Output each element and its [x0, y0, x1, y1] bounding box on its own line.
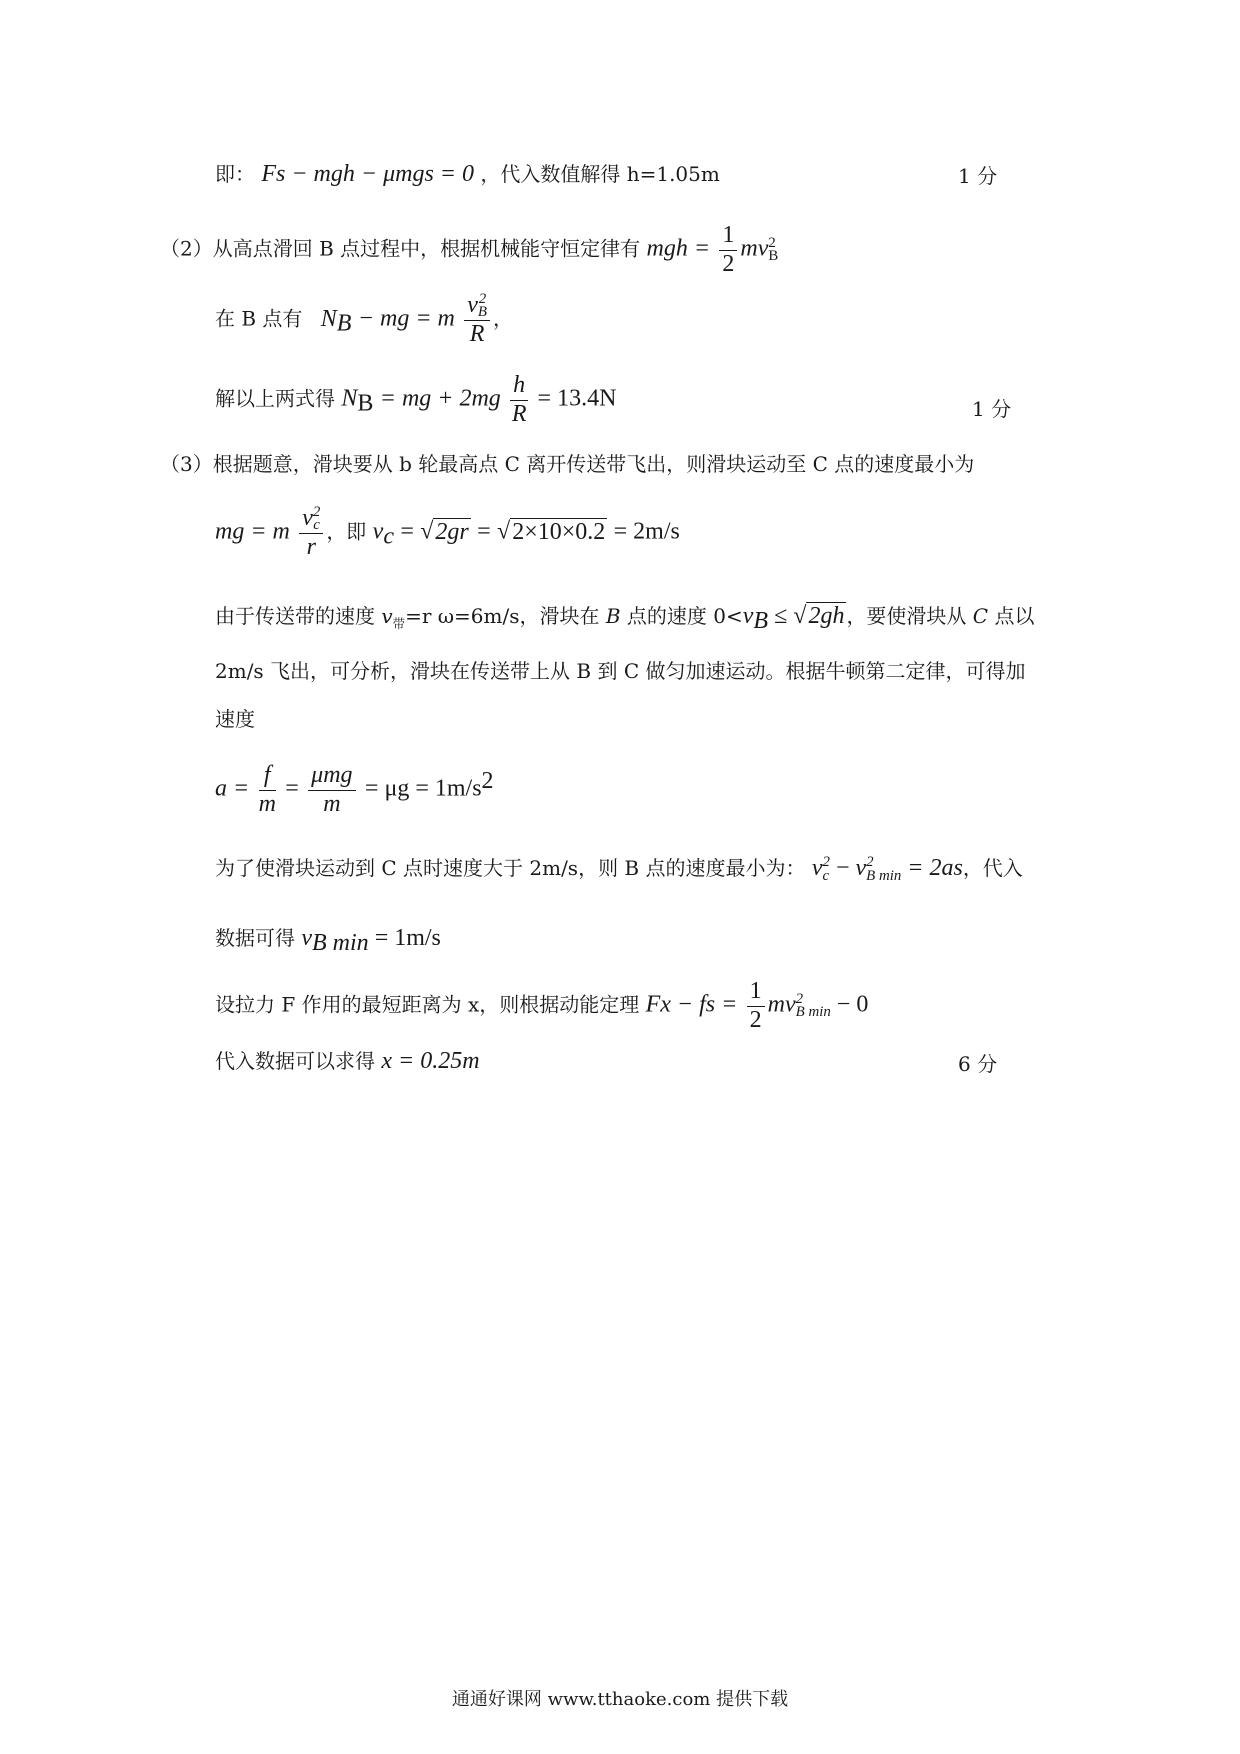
line-9: [215, 703, 255, 732]
line-8: [215, 655, 1025, 684]
line-4-text: 解以上两式得: [215, 386, 335, 411]
fraction-denominator: 2: [749, 1006, 762, 1033]
line-13-sub: B min: [795, 1004, 831, 1021]
fraction-h-over-r: [510, 372, 528, 428]
line-6-vc-sub: c: [383, 523, 394, 550]
line-13-eq-end: − 0: [830, 991, 869, 1018]
fraction-numerator: h: [510, 372, 528, 401]
line-9-text: 速度: [215, 707, 255, 731]
line-11-vc-sup: 2: [822, 854, 830, 871]
equation-work-energy: Fs − mgh − μmgs = 0: [261, 161, 474, 187]
fraction-mumg-over-m: [308, 762, 355, 818]
line-6-eq-lhs: mg = m: [215, 518, 290, 545]
line-5-text: （3）根据题意，滑块要从 b 轮最高点 C 离开传送带飞出，则滑块运动至 C 点的速度最小为: [160, 452, 975, 476]
line-13-sup: 2: [795, 990, 804, 1007]
line-2: [160, 222, 778, 278]
fraction-numerator: 1: [719, 222, 737, 251]
line-10-eq-lhs: a =: [215, 775, 250, 802]
line-14-text: 代入数据可以求得: [215, 1049, 375, 1073]
fraction-denominator: 2: [722, 250, 735, 277]
line-2-eq-lhs: mgh =: [646, 235, 711, 262]
fraction-denominator: m: [323, 790, 341, 817]
line-13-eq-lhs: Fx − fs =: [645, 991, 738, 1018]
line-6-eq: =: [400, 518, 414, 545]
line-11-eq-end: = 2as: [901, 855, 963, 881]
line-6-eq-end: = 2m/s: [613, 518, 680, 545]
line-8-text: 2m/s 飞出，可分析，滑块在传送带上从 B 到 C 做匀加速运动。根据牛顿第二定律，可得加: [215, 659, 1026, 683]
line-4-eq-end: = 13.4N: [537, 385, 617, 412]
line-7-v-sub: 带: [392, 616, 406, 631]
line-12-v-sub: B min: [312, 930, 369, 956]
fraction-numerator: v: [302, 505, 313, 531]
score-3: 6 分: [958, 1052, 998, 1076]
line-3-eq-lhs: N: [320, 305, 337, 332]
fraction-numerator: v: [467, 292, 478, 318]
line-12-v: v: [301, 925, 313, 951]
line-6-vc: v: [372, 518, 384, 545]
line-6-eq2: =: [477, 518, 491, 545]
line-2-sup: 2: [768, 234, 776, 251]
fraction-half: [747, 978, 765, 1034]
fraction-denominator: r: [306, 533, 316, 560]
sqrt-2gh: 2gh: [808, 603, 845, 629]
line-7-text4: ，要使滑块从: [846, 604, 967, 628]
line-7-le: ≤: [768, 603, 794, 629]
line-10-sup: 2: [481, 767, 494, 794]
line-11-vc: v: [811, 855, 823, 881]
line-6-text: ，即: [326, 519, 367, 544]
score-2: 1 分: [972, 397, 1012, 421]
fraction-numerator-sup: 2: [312, 504, 321, 521]
line-1: [215, 158, 720, 188]
footer-credit: 通通好课网 www.tthaoke.com 提供下载: [451, 1689, 789, 1710]
line-5: [160, 448, 974, 477]
line-11-vc-sub: c: [822, 867, 830, 884]
line-3-eq-mid: − mg = m: [357, 305, 455, 332]
line-10: [215, 762, 494, 818]
sqrt-value: 2×10×0.2: [512, 518, 606, 545]
line-10-eq-end: = μg = 1m/s: [364, 775, 482, 802]
line-7-text3: 点的速度 0<: [626, 604, 743, 628]
fraction-numerator-sub: c: [313, 517, 320, 534]
line-7-text1: 由于传送带的速度: [215, 604, 375, 628]
sqrt-2gr: 2gr: [435, 518, 469, 545]
fraction-denominator: m: [258, 790, 276, 817]
line-7-text5: 点以: [994, 604, 1035, 628]
fraction-half: [719, 222, 737, 278]
line-7: 由于传送带的速度 $v_带=r$ ω=6m/s，滑块在 B 点的速度 $0<v_B \le √2gh$ ，要使滑块从 C 点以: [215, 603, 1035, 634]
line-6: mg = m v 2 c r ，即 $v_c = √2gr = √2\times 10\times 0.2 = 2m/s$: [215, 504, 680, 560]
line-7-text2: =r ω=6m/s，滑块在: [405, 604, 600, 628]
line-12-eq-end: = 1m/s: [368, 925, 441, 951]
line-1-text: ，代入数值解得 h=1.05m: [480, 162, 720, 186]
fraction-denominator: R: [511, 400, 527, 427]
line-13-eq-rhs: mv: [767, 991, 796, 1018]
fraction-numerator: μmg: [308, 762, 355, 791]
line-1-prefix: 即：: [215, 162, 255, 186]
line-11: [215, 852, 1023, 883]
line-11-vbmin: v: [855, 855, 867, 881]
line-13-text: 设拉力 F 作用的最短距离为 x，则根据动能定理: [215, 992, 640, 1017]
line-12-text: 数据可得: [215, 926, 295, 950]
line-11-vbmin-sub: B min: [866, 867, 902, 884]
fraction-numerator-sup: 2: [478, 291, 487, 308]
fraction-denominator: R: [469, 320, 485, 347]
line-11-text: 为了使滑块运动到 C 点时速度大于 2m/s，则 B 点的速度最小为：: [215, 856, 806, 880]
line-4-eq-lhs: N: [341, 385, 358, 412]
line-2-eq-rhs: mv: [740, 235, 769, 262]
line-10-eq-mid: =: [285, 775, 299, 802]
fraction-f-over-m: [259, 762, 276, 818]
score-1: 1 分: [958, 164, 998, 188]
line-3-suffix: ，: [493, 306, 513, 331]
line-3: [215, 292, 513, 348]
line-4-eq-lhs-sub: B: [357, 390, 374, 417]
line-3-eq-lhs-sub: B: [336, 310, 352, 337]
line-7-v: v: [381, 604, 393, 628]
fraction-numerator-sub: B: [477, 304, 487, 321]
line-11-vbmin-sup: 2: [866, 854, 874, 871]
line-7-vb-sub: B: [753, 608, 769, 634]
fraction-vc2-over-r: [299, 505, 323, 561]
line-4-eq-mid: = mg + 2mg: [379, 385, 501, 412]
line-7-c: C: [972, 604, 989, 628]
line-2-sub: B: [768, 248, 779, 265]
line-14: [215, 1045, 480, 1075]
line-14-eq: x = 0.25m: [381, 1048, 480, 1074]
line-7-vb: v: [742, 603, 754, 629]
line-7-b: B: [605, 604, 621, 628]
fraction-vb2-over-r: [464, 292, 490, 348]
line-4: [215, 372, 616, 428]
line-11-suffix: ，代入: [962, 856, 1023, 880]
fraction-numerator: 1: [747, 978, 765, 1007]
line-2-text: （2）从高点滑回 B 点过程中，根据机械能守恒定律有: [160, 236, 641, 261]
line-3-text: 在 B 点有: [215, 306, 303, 331]
line-11-minus: −: [829, 855, 856, 881]
line-13: [215, 978, 868, 1034]
line-12: [215, 922, 441, 957]
fraction-numerator: f: [259, 762, 276, 791]
